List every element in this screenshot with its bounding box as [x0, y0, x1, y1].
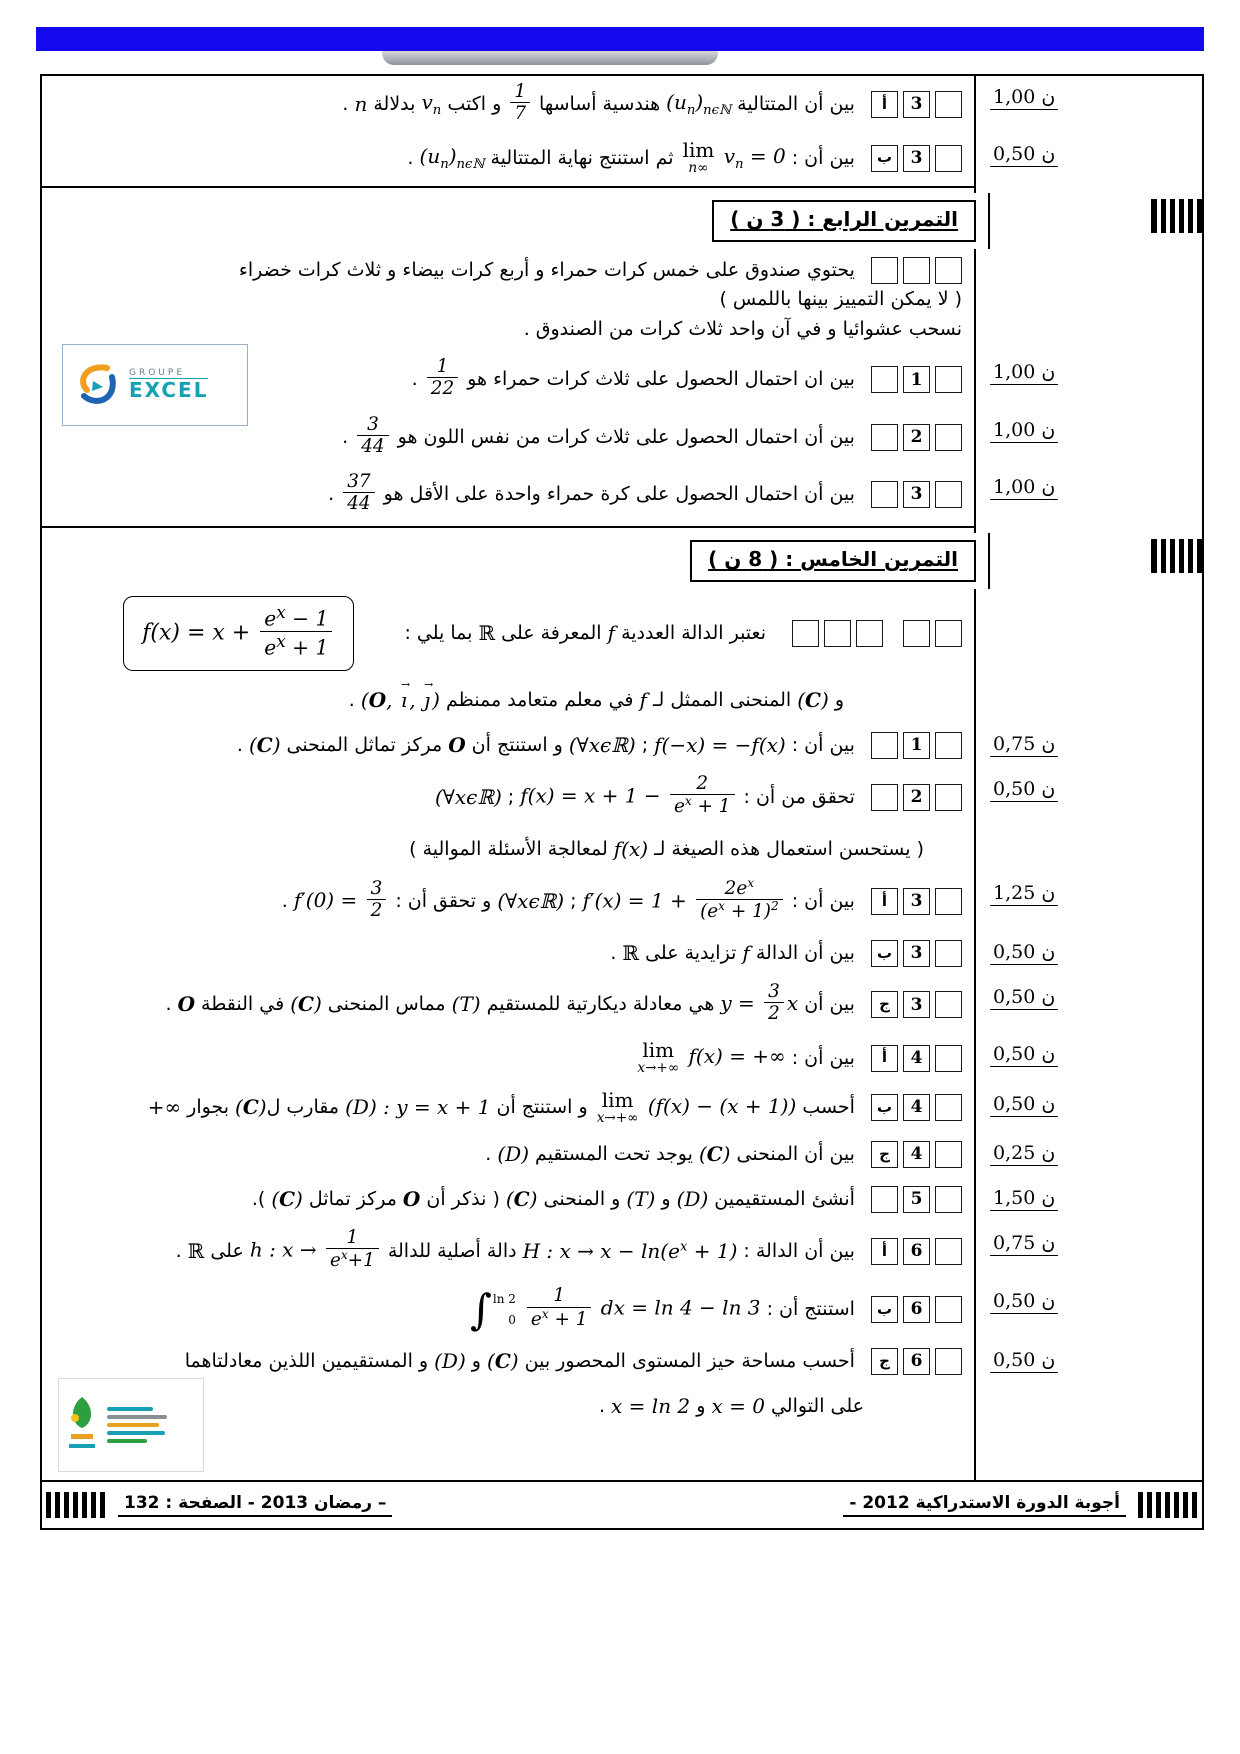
question-number-box: 6	[903, 1348, 930, 1375]
question-text: بين ان احتمال الحصول على ثلاث كرات حمراء هو $\frac{1}{22}$ .	[411, 356, 855, 400]
barcode-stripes-icon	[1151, 539, 1202, 573]
marker-boxes	[792, 620, 962, 647]
score-cell	[974, 351, 1202, 408]
question-text: أحسب مساحة حيز المستوى المحصور بين (C) و (D) و المستقيمين اللذين معادلتاهما	[184, 1348, 855, 1373]
question-row-ex4-3	[42, 466, 1202, 523]
score-value: 1,00	[993, 361, 1036, 384]
score-value: 0,50	[993, 1348, 1036, 1371]
score-badge	[990, 1349, 1058, 1373]
grading-checkbox[interactable]	[871, 257, 898, 284]
question-number-box: 6	[903, 1238, 930, 1265]
score-unit: ن	[1041, 941, 1056, 964]
score-value: 1,00	[993, 475, 1036, 498]
question-letter-box	[871, 732, 898, 759]
grading-checkbox[interactable]	[935, 620, 962, 647]
score-cell	[974, 723, 1202, 768]
score-cell	[974, 1339, 1202, 1384]
score-cell	[974, 976, 1202, 1033]
separator-row	[42, 523, 1202, 533]
separator-row	[42, 183, 1202, 193]
question-text: تحقق من أن : f(x) = x + 1 − $\frac{2}{e^x + 1}$ ; (∀xϵℝ)	[434, 773, 855, 818]
question-row-ex5-6a	[42, 1222, 1202, 1280]
score-badge	[990, 419, 1058, 443]
grading-checkbox[interactable]	[935, 257, 962, 284]
question-text: بين أن y = $\frac{3}{2}$ x هي معادلة ديكارتية للمستقيم (T) مماس المنحنى (C) في النقطة O .	[165, 981, 855, 1025]
score-cell	[974, 466, 1202, 523]
barcode-stripes-icon	[46, 1492, 106, 1518]
score-unit: ن	[1041, 778, 1056, 801]
score-unit: ن	[1041, 143, 1056, 166]
question-row-ex3-a	[42, 76, 1202, 133]
question-text: بين أن المنحنى (C) يوجد تحت المستقيم (D) .	[485, 1141, 855, 1166]
score-cell	[974, 1177, 1202, 1222]
ex5-intro-row	[42, 589, 1202, 678]
question-row-ex5-2	[42, 768, 1202, 826]
score-badge	[990, 476, 1058, 500]
excel-swoosh-icon	[73, 361, 121, 409]
grading-checkbox[interactable]	[935, 1141, 962, 1168]
question-letter-box: أ	[871, 91, 898, 118]
question-letter-box: ب	[871, 1296, 898, 1323]
groupe-excel-logo	[62, 344, 248, 426]
page-footer	[42, 1480, 1202, 1528]
score-cell	[974, 1083, 1202, 1132]
score-value: 0,50	[993, 143, 1036, 166]
score-cell	[974, 768, 1202, 826]
grading-checkbox[interactable]	[935, 1238, 962, 1265]
question-text: بين أن الدالة : H : $x \to x - \ln(e^x + 1)$ دالة أصلية للدالة h : x → $\frac{1}{e^x+1}$ على ℝ .	[175, 1226, 855, 1272]
question-row-ex5-5	[42, 1177, 1202, 1222]
question-text: بين أن احتمال الحصول على ثلاث كرات من نفس اللون هو $\frac{3}{44}$ .	[342, 413, 855, 457]
question-row-ex5-1	[42, 723, 1202, 768]
question-number-box: 3	[903, 991, 930, 1018]
marker-boxes	[871, 91, 962, 118]
exam-document	[40, 74, 1204, 1530]
score-unit: ن	[1041, 733, 1056, 756]
question-number-box: 3	[903, 888, 930, 915]
grading-checkbox[interactable]	[903, 620, 930, 647]
score-unit: ن	[1041, 475, 1056, 498]
grading-checkbox[interactable]	[935, 1348, 962, 1375]
ex5-q6c-line2-row	[42, 1384, 1202, 1480]
marker-boxes	[871, 1186, 962, 1213]
score-cell	[974, 76, 1202, 133]
marker-boxes	[871, 481, 962, 508]
question-row-ex5-4b	[42, 1083, 1202, 1132]
question-number-box: 2	[903, 424, 930, 451]
question-text: بين أن : lim n∞ $v_n = 0$ ثم استنتج نهاية المتتالية $(u_n)_{n\epsilon ℕ}$ .	[407, 138, 855, 177]
score-badge	[990, 86, 1058, 110]
marker-boxes	[871, 991, 962, 1018]
marker-boxes	[871, 940, 962, 967]
question-number-box: 6	[903, 1296, 930, 1323]
logo-excel-label: EXCEL	[129, 378, 209, 403]
question-number-box: 2	[903, 784, 930, 811]
footer-session-title: أجوبة الدورة الاستدراكية 2012 -	[843, 1493, 1126, 1517]
question-row-ex5-6c	[42, 1339, 1202, 1384]
question-number-box: 1	[903, 366, 930, 393]
grading-checkbox[interactable]	[935, 1045, 962, 1072]
score-unit: ن	[1041, 361, 1056, 384]
footer-page-info: – رمضان 2013 - الصفحة : 132	[118, 1493, 392, 1517]
marker-boxes	[871, 1094, 962, 1121]
question-letter-box: ب	[871, 940, 898, 967]
section-divider	[42, 526, 974, 528]
question-letter-box: ب	[871, 145, 898, 172]
logo-groupe-label: GROUPE	[129, 367, 186, 378]
score-value: 1,50	[993, 1186, 1036, 1209]
ex4-intro-text1: يحتوي صندوق على خمس كرات حمراء و أربع كرات بيضاء و ثلاث كرات خضراء	[238, 258, 855, 281]
grading-checkbox[interactable]	[935, 888, 962, 915]
grading-checkbox[interactable]	[935, 1094, 962, 1121]
question-letter-box: ب	[871, 1094, 898, 1121]
question-letter-box	[871, 1186, 898, 1213]
marker-boxes	[871, 1296, 962, 1323]
marker-boxes	[871, 257, 962, 284]
score-badge	[990, 1043, 1058, 1067]
question-row-ex5-3a	[42, 872, 1202, 932]
question-row-ex5-6b	[42, 1280, 1202, 1338]
formula-usage-note: ( يستحسن استعمال هذه الصيغة لـ f(x) لمعالجة الأسئلة الموالية )	[409, 836, 924, 861]
grading-checkbox[interactable]	[935, 1296, 962, 1323]
question-row-ex5-3c	[42, 976, 1202, 1033]
score-value: 0,50	[993, 778, 1036, 801]
ex4-intro-row	[42, 249, 1202, 351]
grading-checkbox[interactable]	[935, 366, 962, 393]
function-definition-box: f(x) = x + $\frac{e^x - 1}{e^x + 1}$	[123, 596, 354, 671]
score-value: 0,50	[993, 1092, 1036, 1115]
marker-boxes	[871, 1348, 962, 1375]
score-badge	[990, 361, 1058, 385]
center-logo-text-lines	[107, 1407, 167, 1443]
score-badge	[990, 882, 1058, 906]
question-row-ex5-3b	[42, 931, 1202, 976]
grading-checkbox[interactable]	[792, 620, 819, 647]
top-blue-bar	[36, 27, 1204, 51]
score-unit: ن	[1041, 1290, 1056, 1313]
score-value: 0,75	[993, 733, 1036, 756]
center-logo-graphic-icon	[65, 1394, 99, 1456]
score-badge	[990, 1232, 1058, 1256]
section-divider	[42, 186, 974, 188]
score-cell	[974, 1033, 1202, 1082]
question-text: بين أن الدالة f تزايدية على ℝ .	[610, 941, 855, 966]
top-gray-tab	[382, 51, 718, 65]
question-text-continued: على التوالي x = 0 و x = ln 2 .	[598, 1393, 864, 1418]
grading-checkbox[interactable]	[935, 991, 962, 1018]
question-text: أنشئ المستقيمين (D) و (T) و المنحنى (C) ( نذكر أن O مركز تماثل (C) ).	[251, 1186, 855, 1211]
ex5-intro-text: نعتبر الدالة العددية f المعرفة على ℝ بما يلي :	[404, 621, 766, 646]
question-number-box: 3	[903, 91, 930, 118]
exercise4-header-row	[42, 193, 1202, 249]
exercise5-header-row	[42, 533, 1202, 589]
grading-checkbox[interactable]	[824, 620, 851, 647]
score-badge	[990, 778, 1058, 802]
question-letter-box: أ	[871, 888, 898, 915]
question-number-box: 4	[903, 1141, 930, 1168]
score-badge	[990, 733, 1058, 757]
ex4-intro-line1	[58, 256, 962, 285]
score-cell	[974, 1280, 1202, 1338]
question-number-box: 3	[903, 145, 930, 172]
question-text: بين أن : lim x→+∞ f(x) = +∞	[637, 1038, 855, 1077]
question-letter-box: ج	[871, 1348, 898, 1375]
score-value: 0,50	[993, 941, 1036, 964]
score-unit: ن	[1041, 1348, 1056, 1371]
marker-boxes	[871, 366, 962, 393]
score-value: 1,00	[993, 418, 1036, 441]
score-cell	[974, 409, 1202, 466]
question-letter-box	[871, 424, 898, 451]
score-value: 1,00	[993, 86, 1036, 108]
score-unit: ن	[1041, 1231, 1056, 1254]
score-badge	[990, 1142, 1058, 1166]
grading-checkbox[interactable]	[935, 145, 962, 172]
center-excel-footer-logo	[58, 1378, 204, 1472]
question-text: بين أن احتمال الحصول على كرة حمراء واحدة على الأقل هو $\frac{37}{44}$ .	[328, 470, 855, 514]
question-letter-box	[871, 481, 898, 508]
grading-checkbox[interactable]	[935, 424, 962, 451]
question-text: بين أن : f(−x) = −f(x) ; (∀xϵℝ) و استنتج أن O مركز تماثل المنحنى (C) .	[236, 733, 855, 758]
question-number-box: 1	[903, 732, 930, 759]
marker-boxes	[871, 424, 962, 451]
question-letter-box: أ	[871, 1045, 898, 1072]
exercise5-title: التمرين الخامس : ( 8 ن )	[690, 540, 976, 582]
score-cell	[974, 872, 1202, 932]
question-text: استنتج أن : ∫ ln 2 0 $\frac{1}{e^x + 1}$ dx = ln 4 − ln 3	[469, 1284, 855, 1334]
question-letter-box	[871, 784, 898, 811]
score-unit: ن	[1041, 1043, 1056, 1066]
exercise4-title: التمرين الرابع : ( 3 ن )	[712, 200, 976, 242]
score-unit: ن	[1041, 86, 1056, 108]
marker-boxes	[871, 1045, 962, 1072]
question-number-box: 4	[903, 1094, 930, 1121]
question-row-ex5-4a	[42, 1033, 1202, 1082]
marker-boxes	[871, 784, 962, 811]
score-value: 1,25	[993, 881, 1036, 904]
question-letter-box: ج	[871, 1141, 898, 1168]
question-row-ex5-4c	[42, 1132, 1202, 1177]
score-value: 0,25	[993, 1141, 1036, 1164]
marker-boxes	[871, 888, 962, 915]
score-unit: ن	[1041, 418, 1056, 441]
question-letter-box: ج	[871, 991, 898, 1018]
question-number-box: 4	[903, 1045, 930, 1072]
score-value: 0,50	[993, 986, 1036, 1009]
score-cell	[974, 931, 1202, 976]
score-badge	[990, 1187, 1058, 1211]
ex5-intro2-row	[42, 678, 1202, 723]
grading-checkbox[interactable]	[935, 481, 962, 508]
question-number-box: 3	[903, 940, 930, 967]
question-text: أحسب lim x→+∞ (f(x) − (x + 1)) و استنتج أن (D) : y = x + 1 مقارب ل(C) بجوار +∞	[147, 1087, 855, 1126]
score-cell	[974, 1222, 1202, 1280]
marker-boxes	[871, 1141, 962, 1168]
score-badge	[990, 1290, 1058, 1314]
score-value: 0,50	[993, 1043, 1036, 1066]
score-unit: ن	[1041, 1092, 1056, 1115]
score-unit: ن	[1041, 986, 1056, 1009]
score-badge	[990, 941, 1058, 965]
question-letter-box: أ	[871, 1238, 898, 1265]
question-number-box: 5	[903, 1186, 930, 1213]
grading-checkbox[interactable]	[935, 91, 962, 118]
ex5-q2-note-row	[42, 827, 1202, 872]
question-row-ex3-b	[42, 133, 1202, 183]
ex4-intro-text3: نسحب عشوائيا و في آن واحد ثلاث كرات من الصندوق .	[523, 317, 962, 340]
grading-checkbox[interactable]	[935, 732, 962, 759]
score-badge	[990, 986, 1058, 1010]
score-unit: ن	[1041, 1141, 1056, 1164]
marker-boxes	[871, 732, 962, 759]
score-value: 0,75	[993, 1231, 1036, 1254]
grading-checkbox[interactable]	[935, 940, 962, 967]
score-unit: ن	[1041, 881, 1056, 904]
box-gap	[888, 620, 898, 647]
score-cell	[974, 133, 1202, 183]
score-badge	[990, 1093, 1058, 1117]
marker-boxes	[871, 145, 962, 172]
barcode-stripes-icon	[1138, 1492, 1198, 1518]
ex4-intro-text2: ( لا يمكن التمييز بينها باللمس )	[719, 288, 962, 311]
grading-checkbox[interactable]	[903, 257, 930, 284]
score-unit: ن	[1041, 1186, 1056, 1209]
grading-checkbox[interactable]	[935, 784, 962, 811]
question-text: بين أن : f′(x) = 1 + $\frac{2e^x}{(e^x + 1)^2}$ ; (∀xϵℝ) و تحقق أن : f′(0) = $\frac{3}{2}$ .	[281, 875, 855, 922]
grading-checkbox[interactable]	[935, 1186, 962, 1213]
score-badge	[990, 143, 1058, 167]
score-cell	[974, 1132, 1202, 1177]
question-letter-box	[871, 366, 898, 393]
grading-checkbox[interactable]	[856, 620, 883, 647]
marker-boxes	[871, 1238, 962, 1265]
score-value: 0,50	[993, 1290, 1036, 1313]
question-text: بين أن المتتالية $(u_n)_{n\epsilon ℕ}$ هندسية أساسها $\frac{1}{7}$ و اكتب $v_n$ بدلالة n .	[342, 81, 855, 125]
ex5-intro2-text: و (C) المنحنى الممثل لـ f في معلم متعامد ممنظم (O, ı → , ȷ → ) .	[42, 678, 974, 723]
question-number-box: 3	[903, 481, 930, 508]
barcode-stripes-icon	[1151, 199, 1202, 233]
